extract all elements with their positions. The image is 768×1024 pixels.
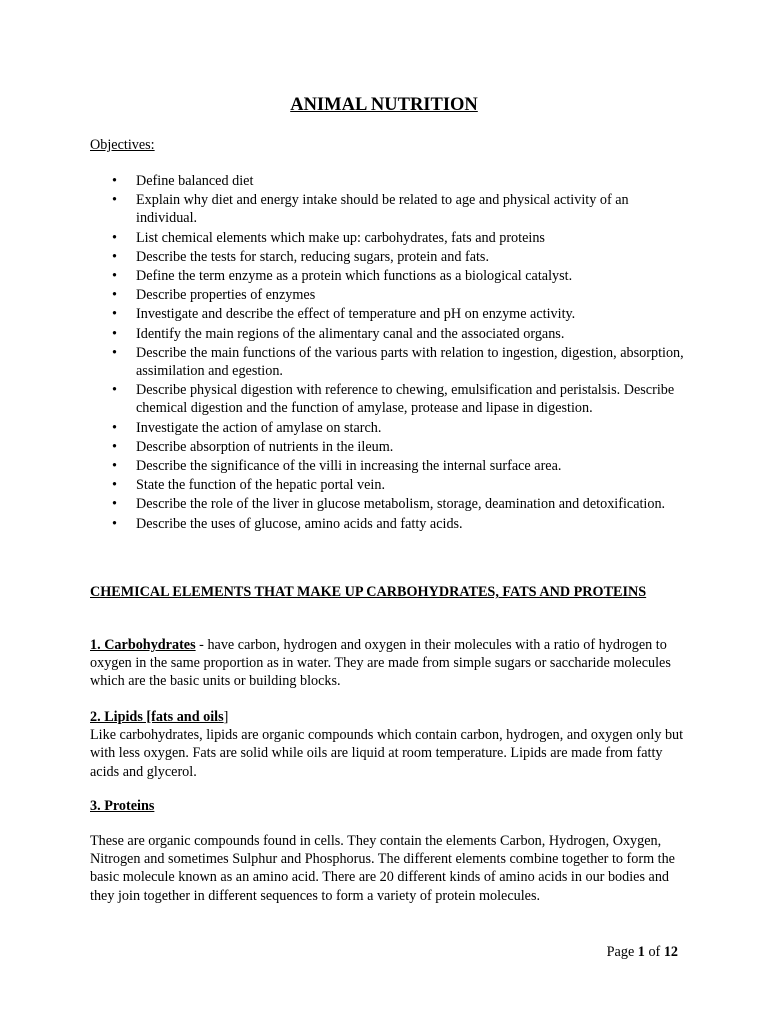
objective-text: Describe the tests for starch, reducing sugars, protein and fats. [136,248,489,265]
objective-text: Define the term enzyme as a protein which functions as a biological catalyst. [136,268,573,285]
objectives-label: Objectives: [90,137,155,153]
lipids-bracket: ] [223,709,229,725]
objective-text: List chemical elements which make up: carbohydrates, fats and proteins [136,229,545,246]
proteins-heading: 3. Proteins [90,798,155,814]
objective-text: Identify the main regions of the alimentary canal and the associated organs. [136,325,565,342]
carbohydrates-paragraph [90,636,690,691]
objective-text: State the function of the hepatic portal vein. [136,477,385,494]
bullet-icon: • [112,268,117,285]
objective-item [90,476,690,494]
lipids-heading: 2. Lipids [fats and oils [90,709,224,725]
bullet-icon: • [112,325,117,342]
proteins-text: These are organic compounds found in cells. They contain the elements Carbon, Hydrogen, Oxygen, Nitrogen and sometimes Sulphur and Phosphorus. The different elements combine together to form the basic molecule known as an amino acid. There are 20 different kinds of amino acids in our bodies and they join together in different sequences to form a variety of protein molecules. [90,833,675,904]
bullet-icon: • [112,248,117,265]
page-number: 1 [637,944,645,960]
bullet-icon: • [112,496,117,513]
bullet-icon: • [112,419,117,436]
bullet-icon: • [112,382,117,399]
page-total: 12 [663,944,678,960]
objective-item [90,305,690,323]
of-word: of [644,944,664,960]
lipids-paragraph [90,708,690,781]
objective-text: Define balanced diet [136,173,254,189]
objective-text: Describe the uses of glucose, amino acids and fatty acids. [136,515,463,532]
bullet-icon: • [112,229,117,246]
objective-item [90,419,690,437]
section-heading: CHEMICAL ELEMENTS THAT MAKE UP CARBOHYDRATES, FATS AND PROTEINS [90,584,647,600]
objective-text: Describe absorption of nutrients in the ileum. [136,438,394,455]
objective-item [90,267,690,285]
objective-item [90,286,690,304]
carbohydrates-heading: 1. Carbohydrates [90,637,196,653]
objective-item [90,495,690,513]
objective-text: Describe physical digestion with reference to chewing, emulsification and peristalsis. Describe chemical digestion and the function of amylase, protease and lipase in digestion. [136,382,675,417]
bullet-icon: • [112,306,117,323]
objective-item [90,381,690,417]
bullet-icon: • [112,287,117,304]
objective-item [90,229,690,247]
objective-item [90,515,690,533]
objective-item [90,191,690,227]
page-footer [607,943,678,961]
page-word: Page [606,944,638,960]
bullet-icon: • [112,477,117,494]
objective-text: Describe the role of the liver in glucose metabolism, storage, deamination and detoxification. [136,496,666,513]
objective-text: Investigate the action of amylase on starch. [136,419,382,436]
objective-item [90,457,690,475]
bullet-icon: • [112,173,117,189]
objective-text: Explain why diet and energy intake should be related to age and physical activity of an individual. [136,192,629,227]
objective-text: Describe the main functions of the various parts with relation to ingestion, digestion, absorption, assimilation and egestion. [136,344,684,380]
objective-item [90,172,690,190]
objectives-list [90,172,690,534]
bullet-icon: • [112,344,117,361]
bullet-icon: • [112,192,117,209]
objective-item [90,344,690,380]
objective-text: Describe properties of enzymes [136,287,316,304]
lipids-text: Like carbohydrates, lipids are organic compounds which contain carbon, hydrogen, and oxygen only but with less oxygen. Fats are solid while oils are liquid at room temperature. Lipids are made from fatty acids and glycerol. [90,727,684,780]
bullet-icon: • [112,458,117,475]
objective-item [90,325,690,343]
document-title: ANIMAL NUTRITION [290,95,478,115]
objective-text: Describe the significance of the villi in increasing the internal surface area. [136,458,562,475]
objective-text: Investigate and describe the effect of temperature and pH on enzyme activity. [136,306,576,323]
carbohydrates-text: - have carbon, hydrogen and oxygen in their molecules with a ratio of hydrogen to oxygen in the same proportion as in water. They are made from simple sugars or saccharide molecules which are the basic units or building blocks. [90,637,671,690]
objective-item [90,248,690,266]
objective-item [90,438,690,456]
bullet-icon: • [112,438,117,455]
bullet-icon: • [112,515,117,532]
